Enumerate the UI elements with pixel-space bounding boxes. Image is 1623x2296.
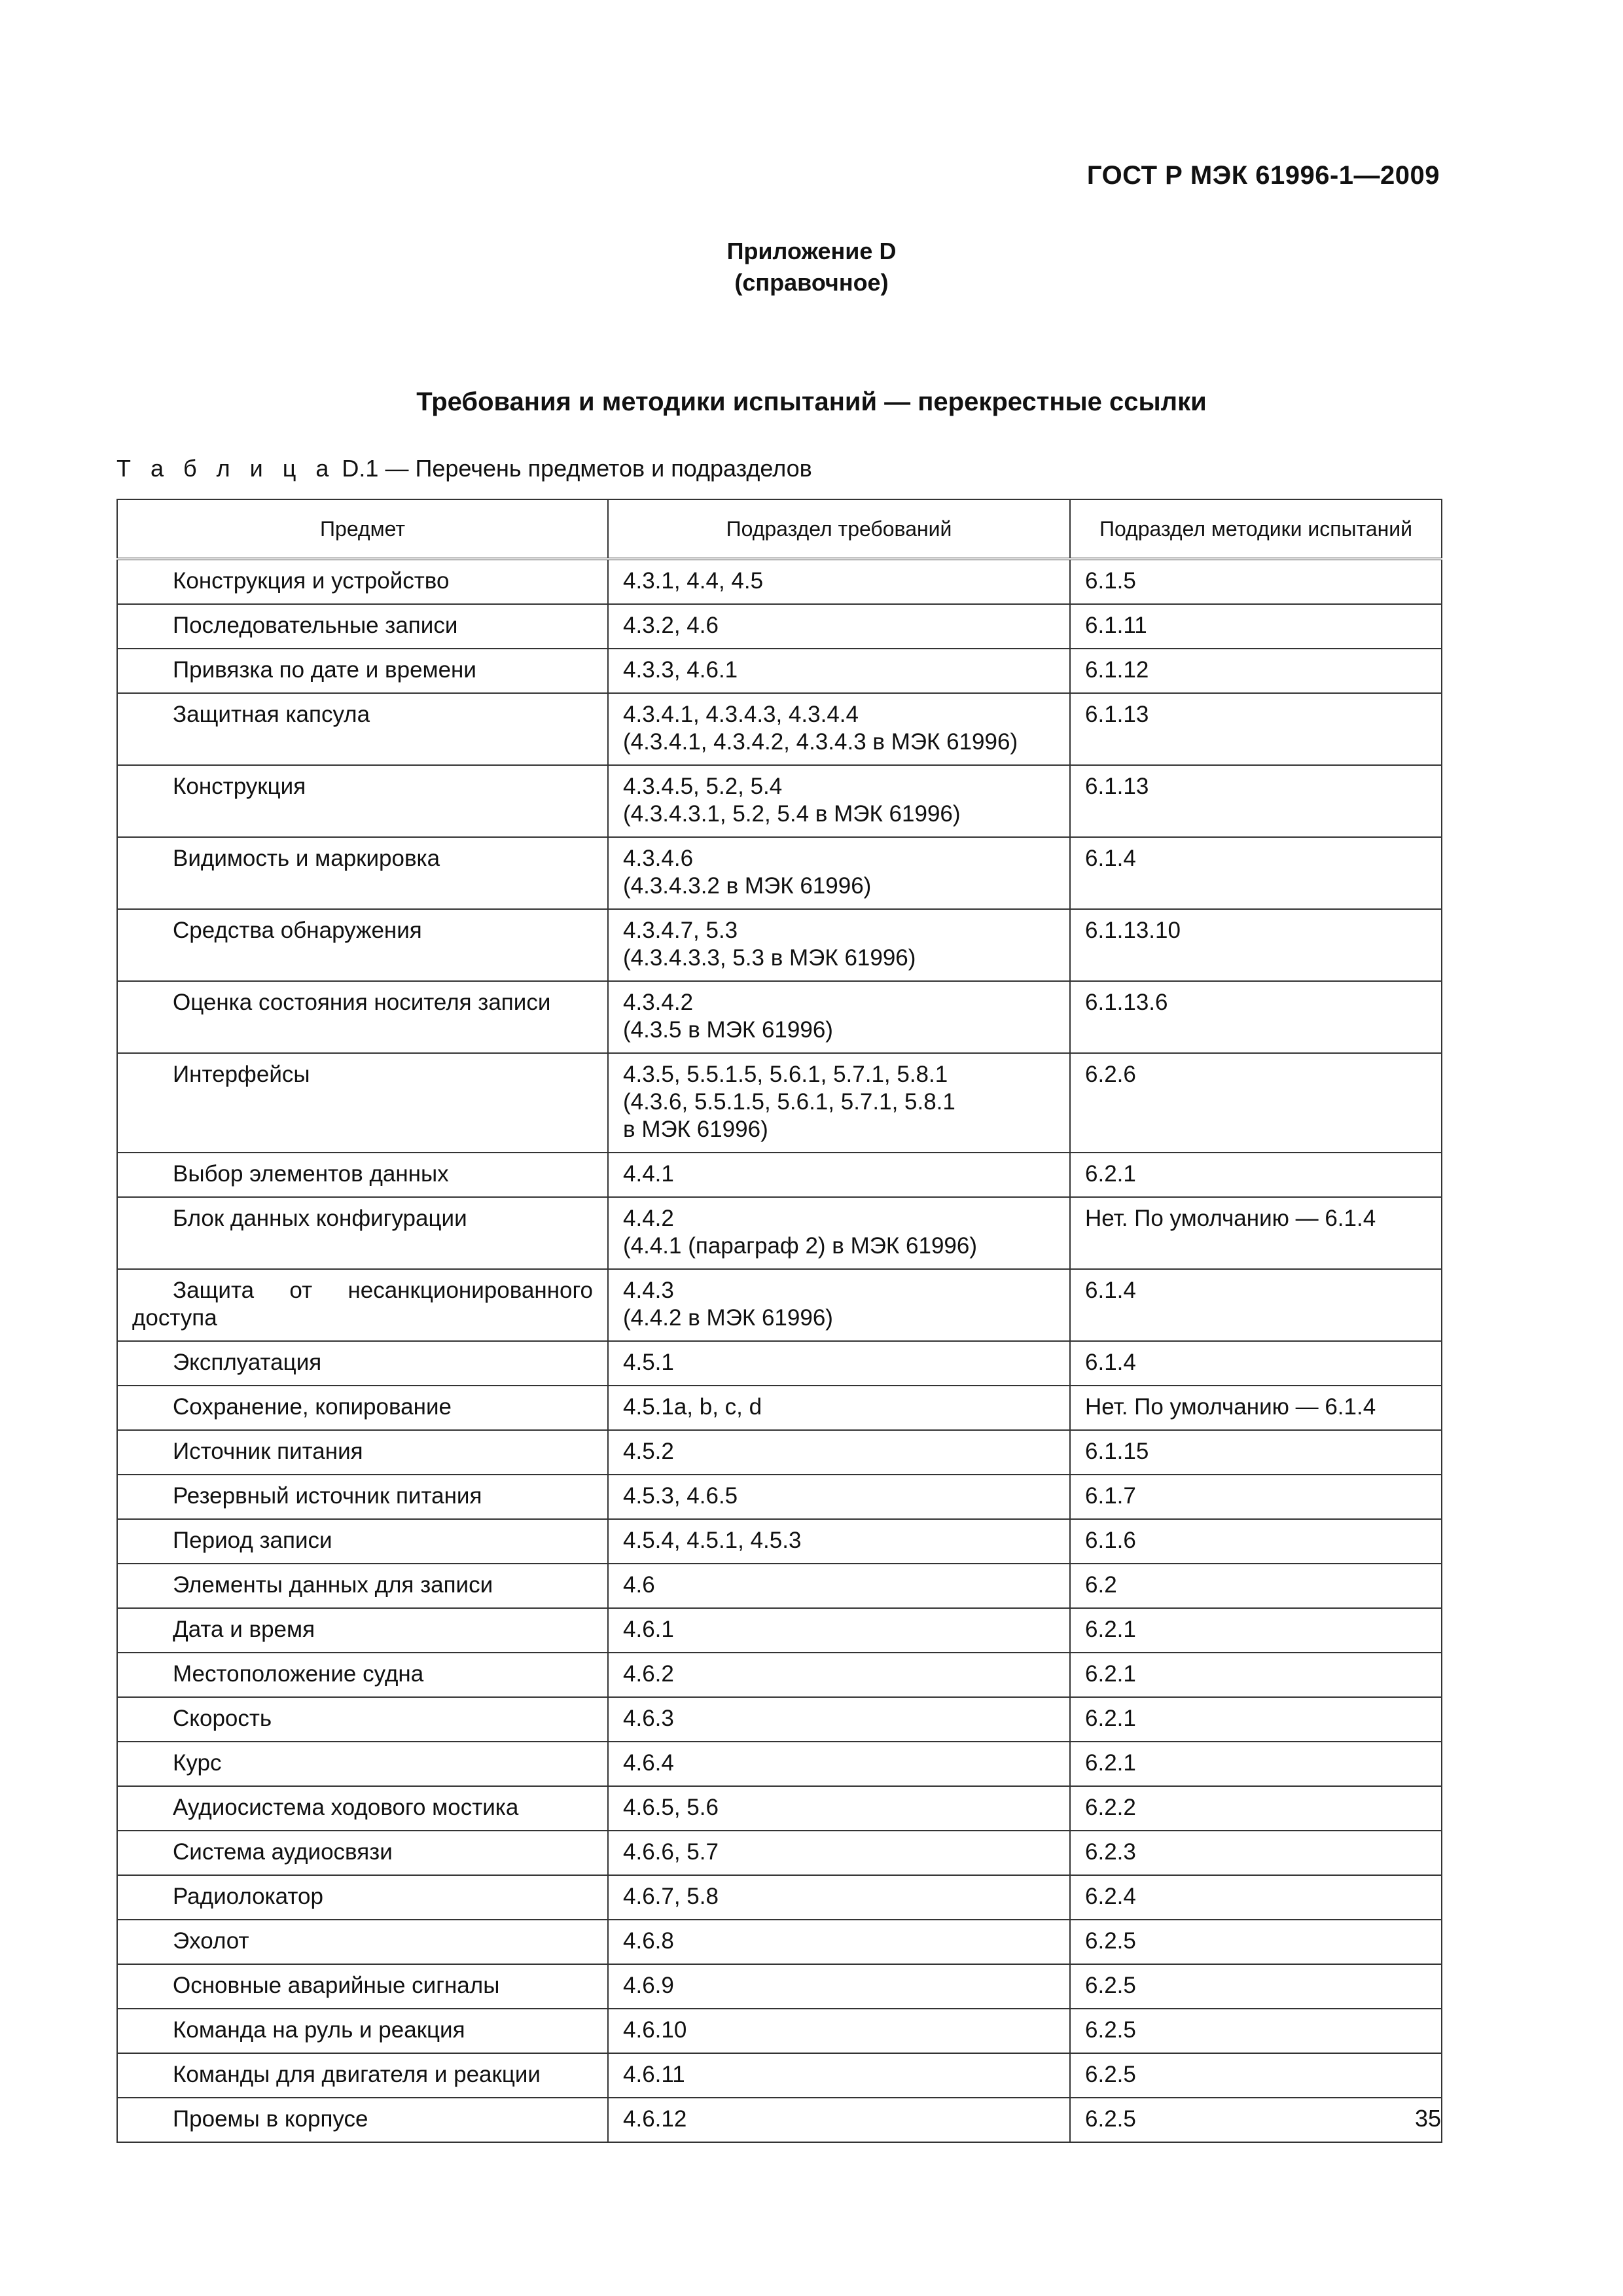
requirement-line: 4.3.4.2 xyxy=(623,990,694,1015)
cell-requirements xyxy=(608,604,1070,649)
cell-requirements xyxy=(608,2009,1070,2053)
requirement-line: 4.6.3 xyxy=(623,1706,674,1731)
cell-test-method: 6.2 xyxy=(1070,1564,1442,1608)
page-number: 35 xyxy=(1414,2105,1441,2132)
cell-test-method: 6.2.4 xyxy=(1070,1875,1442,1920)
requirement-line: (4.4.2 в МЭК 61996) xyxy=(623,1305,833,1331)
table-row xyxy=(117,1831,1442,1875)
cell-test-method: 6.2.2 xyxy=(1070,1786,1442,1831)
cell-requirements xyxy=(608,1831,1070,1875)
table-caption xyxy=(116,455,812,482)
cell-requirements xyxy=(608,2098,1070,2142)
cross-reference-table xyxy=(116,499,1442,2143)
cell-subject: Команда на руль и реакция xyxy=(117,2009,608,2053)
table-row xyxy=(117,837,1442,909)
requirement-line: 4.6.10 xyxy=(623,2017,687,2043)
requirement-line: (4.4.1 (параграф 2) в МЭК 61996) xyxy=(623,1233,978,1259)
cell-test-method: 6.1.4 xyxy=(1070,837,1442,909)
requirement-line: 4.6.6, 5.7 xyxy=(623,1839,719,1865)
cell-test-method: 6.1.13 xyxy=(1070,693,1442,765)
cell-test-method: 6.2.1 xyxy=(1070,1153,1442,1197)
table-row xyxy=(117,1519,1442,1564)
cell-test-method: 6.2.1 xyxy=(1070,1653,1442,1697)
cell-test-method: Нет. По умолчанию — 6.1.4 xyxy=(1070,1197,1442,1269)
requirement-line: 4.3.2, 4.6 xyxy=(623,613,719,638)
requirement-line: (4.3.4.1, 4.3.4.2, 4.3.4.3 в МЭК 61996) xyxy=(623,729,1018,755)
requirement-line: 4.4.3 xyxy=(623,1278,674,1303)
table-row xyxy=(117,1875,1442,1920)
cell-subject: Резервный источник питания xyxy=(117,1475,608,1519)
cell-test-method: 6.1.4 xyxy=(1070,1341,1442,1386)
table-row xyxy=(117,1430,1442,1475)
table-row xyxy=(117,981,1442,1053)
cell-subject: Команды для двигателя и реакции xyxy=(117,2053,608,2098)
cell-requirements xyxy=(608,909,1070,981)
document-header: ГОСТ Р МЭК 61996-1—2009 xyxy=(1086,161,1440,190)
table-row xyxy=(117,1341,1442,1386)
cell-subject: Период записи xyxy=(117,1519,608,1564)
requirement-line: 4.6.8 xyxy=(623,1928,674,1954)
cell-subject: Последовательные записи xyxy=(117,604,608,649)
requirement-line: (4.3.4.3.2 в МЭК 61996) xyxy=(623,873,872,899)
cell-subject: Проемы в корпусе xyxy=(117,2098,608,2142)
cell-requirements xyxy=(608,693,1070,765)
table-row xyxy=(117,1564,1442,1608)
requirement-line: 4.3.4.6 xyxy=(623,846,694,871)
cell-test-method: 6.2.5 xyxy=(1070,2009,1442,2053)
table-row xyxy=(117,604,1442,649)
cell-subject: Защитная капсула xyxy=(117,693,608,765)
cell-subject: Курс xyxy=(117,1742,608,1786)
requirement-line: (4.3.6, 5.5.1.5, 5.6.1, 5.7.1, 5.8.1 xyxy=(623,1089,955,1115)
cell-requirements xyxy=(608,1742,1070,1786)
cell-requirements xyxy=(608,1197,1070,1269)
cell-test-method: 6.1.11 xyxy=(1070,604,1442,649)
table-row xyxy=(117,1653,1442,1697)
cell-requirements xyxy=(608,1475,1070,1519)
cell-test-method: 6.1.6 xyxy=(1070,1519,1442,1564)
annex-heading xyxy=(0,236,1623,298)
cell-subject: Аудиосистема ходового мостика xyxy=(117,1786,608,1831)
cell-requirements xyxy=(608,1875,1070,1920)
table-row xyxy=(117,1786,1442,1831)
table-header-row xyxy=(117,499,1442,559)
cell-subject: Местоположение судна xyxy=(117,1653,608,1697)
table-row xyxy=(117,765,1442,837)
cell-subject: Основные аварийные сигналы xyxy=(117,1964,608,2009)
cell-subject: Защита от несанкционированного доступа xyxy=(117,1269,608,1341)
cell-subject: Система аудиосвязи xyxy=(117,1831,608,1875)
cell-requirements xyxy=(608,765,1070,837)
table-row xyxy=(117,1053,1442,1153)
cell-requirements xyxy=(608,1341,1070,1386)
cell-subject: Интерфейсы xyxy=(117,1053,608,1153)
requirement-line: 4.3.4.1, 4.3.4.3, 4.3.4.4 xyxy=(623,702,859,727)
requirement-line: 4.5.4, 4.5.1, 4.5.3 xyxy=(623,1528,802,1553)
cell-subject: Дата и время xyxy=(117,1608,608,1653)
cell-test-method: 6.1.13 xyxy=(1070,765,1442,837)
requirement-line: 4.6.7, 5.8 xyxy=(623,1884,719,1909)
cell-requirements xyxy=(608,981,1070,1053)
table-row xyxy=(117,2098,1442,2142)
cell-test-method: 6.2.5 xyxy=(1070,2053,1442,2098)
section-title: Требования и методики испытаний — перекрестные ссылки xyxy=(416,387,1207,416)
column-header-requirements: Подраздел требований xyxy=(608,499,1070,559)
cell-requirements xyxy=(608,1519,1070,1564)
table-row xyxy=(117,1269,1442,1341)
table-row xyxy=(117,1920,1442,1964)
requirement-line: 4.6.4 xyxy=(623,1750,674,1776)
requirement-line: 4.3.3, 4.6.1 xyxy=(623,657,738,683)
column-header-test-methods: Подраздел методики испытаний xyxy=(1070,499,1442,559)
cell-test-method: 6.1.5 xyxy=(1070,559,1442,604)
requirement-line: 4.5.3, 4.6.5 xyxy=(623,1483,738,1509)
cell-requirements xyxy=(608,1786,1070,1831)
table-row xyxy=(117,1608,1442,1653)
cell-subject: Скорость xyxy=(117,1697,608,1742)
requirement-line: 4.3.4.7, 5.3 xyxy=(623,918,738,943)
table-row xyxy=(117,649,1442,693)
requirement-line: 4.3.1, 4.4, 4.5 xyxy=(623,568,764,594)
annex-title: Приложение D xyxy=(726,238,897,264)
requirement-line: 4.5.1 xyxy=(623,1350,674,1375)
cell-test-method: 6.2.3 xyxy=(1070,1831,1442,1875)
cell-requirements xyxy=(608,1697,1070,1742)
cell-test-method: 6.1.15 xyxy=(1070,1430,1442,1475)
table-row xyxy=(117,1964,1442,2009)
cell-subject: Выбор элементов данных xyxy=(117,1153,608,1197)
requirement-line: 4.4.1 xyxy=(623,1161,674,1187)
requirement-line: 4.6 xyxy=(623,1572,655,1598)
cell-test-method: 6.1.7 xyxy=(1070,1475,1442,1519)
requirement-line: 4.6.1 xyxy=(623,1617,674,1642)
table-row xyxy=(117,1386,1442,1430)
cell-test-method: 6.2.1 xyxy=(1070,1608,1442,1653)
cell-requirements xyxy=(608,559,1070,604)
cell-subject: Эхолот xyxy=(117,1920,608,1964)
requirement-line: 4.4.2 xyxy=(623,1206,674,1231)
cell-subject: Элементы данных для записи xyxy=(117,1564,608,1608)
cell-requirements xyxy=(608,1653,1070,1697)
cell-subject: Привязка по дате и времени xyxy=(117,649,608,693)
requirement-line: 4.5.2 xyxy=(623,1439,674,1464)
table-row xyxy=(117,1742,1442,1786)
cell-test-method: 6.2.5 xyxy=(1070,1964,1442,2009)
table-body xyxy=(117,559,1442,2142)
requirement-line: 4.6.5, 5.6 xyxy=(623,1795,719,1820)
cell-test-method: 6.1.4 xyxy=(1070,1269,1442,1341)
cell-requirements xyxy=(608,1053,1070,1153)
table-row xyxy=(117,2053,1442,2098)
requirement-line: в МЭК 61996) xyxy=(623,1117,768,1142)
cell-test-method: Нет. По умолчанию — 6.1.4 xyxy=(1070,1386,1442,1430)
cell-requirements xyxy=(608,837,1070,909)
table-row xyxy=(117,2009,1442,2053)
cell-subject: Оценка состояния носителя записи xyxy=(117,981,608,1053)
cell-subject: Видимость и маркировка xyxy=(117,837,608,909)
cell-subject: Эксплуатация xyxy=(117,1341,608,1386)
requirement-line: 4.6.11 xyxy=(623,2062,685,2087)
table-row xyxy=(117,559,1442,604)
table-row xyxy=(117,1475,1442,1519)
column-header-subject: Предмет xyxy=(117,499,608,559)
cell-subject: Радиолокатор xyxy=(117,1875,608,1920)
table-row xyxy=(117,909,1442,981)
requirement-line: 4.6.9 xyxy=(623,1973,674,1998)
annex-subtitle: (справочное) xyxy=(734,269,889,296)
cell-test-method: 6.2.1 xyxy=(1070,1742,1442,1786)
cell-requirements xyxy=(608,1430,1070,1475)
cell-test-method: 6.2.6 xyxy=(1070,1053,1442,1153)
cell-requirements xyxy=(608,1153,1070,1197)
table-row xyxy=(117,1197,1442,1269)
cell-requirements xyxy=(608,1920,1070,1964)
requirement-line: 4.3.5, 5.5.1.5, 5.6.1, 5.7.1, 5.8.1 xyxy=(623,1062,948,1087)
cell-test-method: 6.1.12 xyxy=(1070,649,1442,693)
cell-test-method: 6.1.13.6 xyxy=(1070,981,1442,1053)
cell-requirements xyxy=(608,1564,1070,1608)
cell-requirements xyxy=(608,1964,1070,2009)
table-row xyxy=(117,1697,1442,1742)
cell-subject: Конструкция xyxy=(117,765,608,837)
cell-requirements xyxy=(608,2053,1070,2098)
cell-subject: Сохранение, копирование xyxy=(117,1386,608,1430)
cell-subject: Блок данных конфигурации xyxy=(117,1197,608,1269)
table-row xyxy=(117,693,1442,765)
cell-requirements xyxy=(608,1608,1070,1653)
requirement-line: 4.5.1a, b, c, d xyxy=(623,1394,762,1420)
cell-subject: Средства обнаружения xyxy=(117,909,608,981)
cell-test-method: 6.1.13.10 xyxy=(1070,909,1442,981)
cell-requirements xyxy=(608,1386,1070,1430)
cell-requirements xyxy=(608,1269,1070,1341)
cell-test-method: 6.2.5 xyxy=(1070,2098,1442,2142)
table-row xyxy=(117,1153,1442,1197)
requirement-line: 4.6.12 xyxy=(623,2106,687,2132)
cell-subject: Источник питания xyxy=(117,1430,608,1475)
requirement-line: 4.3.4.5, 5.2, 5.4 xyxy=(623,774,783,799)
cell-test-method: 6.2.1 xyxy=(1070,1697,1442,1742)
table-caption-text: D.1 — Перечень предметов и подразделов xyxy=(342,455,812,482)
cell-requirements xyxy=(608,649,1070,693)
requirement-line: 4.6.2 xyxy=(623,1661,674,1687)
table-caption-prefix: Т а б л и ц а xyxy=(116,455,336,482)
requirement-line: (4.3.5 в МЭК 61996) xyxy=(623,1017,833,1043)
cell-subject: Конструкция и устройство xyxy=(117,559,608,604)
requirement-line: (4.3.4.3.1, 5.2, 5.4 в МЭК 61996) xyxy=(623,801,961,827)
requirement-line: (4.3.4.3.3, 5.3 в МЭК 61996) xyxy=(623,945,916,971)
cell-test-method: 6.2.5 xyxy=(1070,1920,1442,1964)
